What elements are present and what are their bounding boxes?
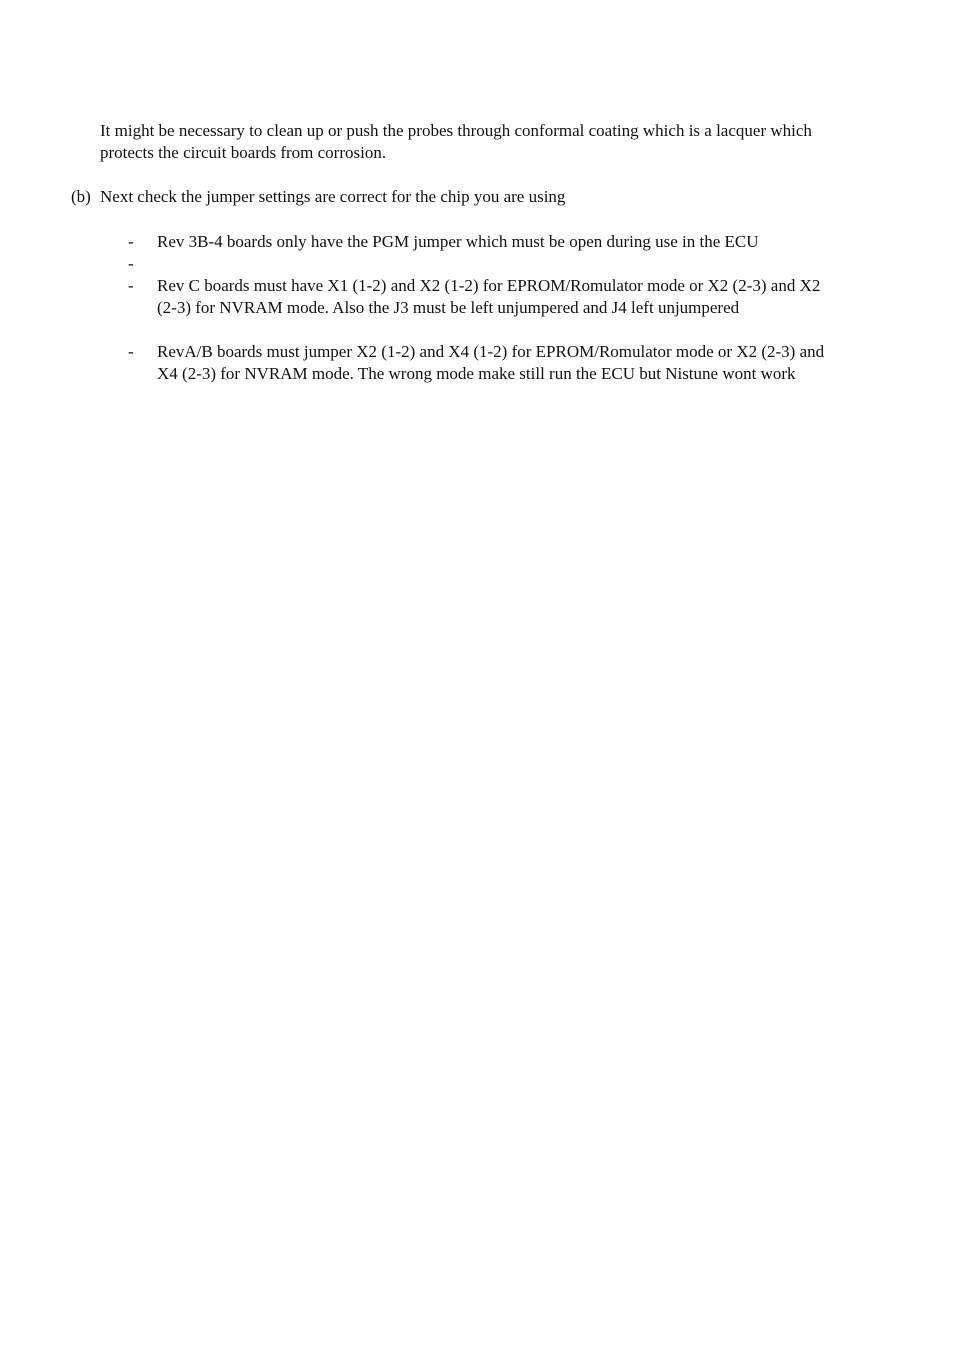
- bullet-4-line-2: X4 (2-3) for NVRAM mode. The wrong mode make still run the ECU but Nistune wont work: [157, 364, 796, 383]
- bullet-3-marker: -: [128, 276, 134, 295]
- bullet-4-line-1: RevA/B boards must jumper X2 (1-2) and X4 (1-2) for EPROM/Romulator mode or X2 (2-3) and: [157, 342, 825, 361]
- intro-line-2: protects the circuit boards from corrosion.: [100, 143, 387, 162]
- bullet-3-line-2: (2-3) for NVRAM mode. Also the J3 must be left unjumpered and J4 left unjumpered: [157, 298, 740, 317]
- step-b-marker: (b): [71, 187, 91, 206]
- bullet-3-text: [157, 275, 902, 319]
- intro-line-1: It might be necessary to clean up or push the probes through conformal coating which is a lacquer which: [100, 121, 812, 140]
- step-b-text: Next check the jumper settings are correct for the chip you are using: [100, 187, 566, 206]
- bullet-3-line-1: Rev C boards must have X1 (1-2) and X2 (1-2) for EPROM/Romulator mode or X2 (2-3) and X2: [157, 276, 821, 295]
- bullet-4-text: [157, 341, 902, 385]
- intro-paragraph: [100, 120, 900, 164]
- bullet-2-marker: -: [128, 254, 134, 273]
- bullet-4-marker: -: [128, 342, 134, 361]
- bullet-1-line-1: Rev 3B-4 boards only have the PGM jumper which must be open during use in the ECU: [157, 232, 759, 251]
- bullet-1-text: [157, 231, 902, 253]
- bullet-1-marker: -: [128, 232, 134, 251]
